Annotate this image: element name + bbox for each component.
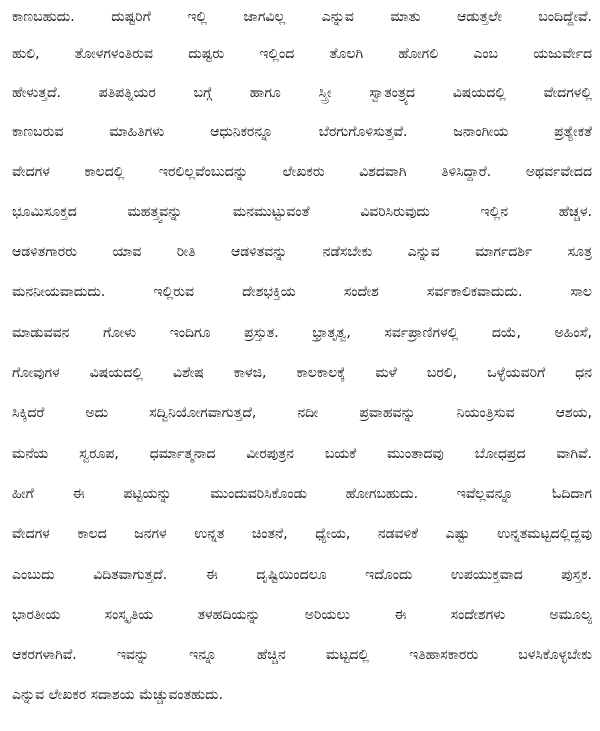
text-line: ಮಾಡುವವನ ಗೋಳು ಇಂದಿಗೂ ಪ್ರಸ್ತುತ. ಭ್ರಾತೃತ್ವ, ಸರ್ವಪ್ರಾಣಿಗಳಲ್ಲಿ ದಯೆ, ಅಹಿಂಸೆ, xyxy=(12,325,592,341)
text-line: ಕಾಣಬಹುದು. ದುಷ್ಟರಿಗೆ ಇಲ್ಲಿ ಜಾಗವಿಲ್ಲ ಎನ್ನುವ ಮಾತು ಆಡುತ್ತಲೇ ಬಂದಿದ್ದೇವೆ. xyxy=(12,9,592,25)
text-line: ಮನನೀಯವಾದುದು. ಇಲ್ಲಿರುವ ದೇಶಭಕ್ತಿಯ ಸಂದೇಶ ಸರ್ವಕಾಲಿಕವಾದುದು. ಸಾಲ xyxy=(12,284,592,300)
text-line: ಆಕರಗಳಾಗಿವೆ. ಇವನ್ನು ಇನ್ನೂ ಹೆಚ್ಚಿನ ಮಟ್ಟದಲ್ಲಿ ಇತಿಹಾಸಕಾರರು ಬಳಸಿಕೊಳ್ಳಬೇಕು xyxy=(12,647,592,663)
text-line: ಎನ್ನುವ ಲೇಖಕರ ಸದಾಶಯ ಮೆಚ್ಚುವಂತಹುದು. xyxy=(12,687,224,703)
text-line: ಭಾರತೀಯ ಸಂಸ್ಕೃತಿಯ ತಳಹದಿಯನ್ನು ಅರಿಯಲು ಈ ಸಂದೇಶಗಳು ಅಮೂಲ್ಯ xyxy=(12,607,592,623)
text-line: ವೇದಗಳ ಕಾಲದಲ್ಲಿ ಇರಲಿಲ್ಲವೆಂಬುದನ್ನು ಲೇಖಕರು ವಿಶದವಾಗಿ ತಿಳಿಸಿದ್ದಾರೆ. ಅಥರ್ವವೇದದ xyxy=(12,164,592,180)
text-line: ಹೇಳುತ್ತದೆ. ಪತಿಪತ್ನಿಯರ ಬಗ್ಗೆ ಹಾಗೂ ಸ್ತ್ರೀ ಸ್ವಾತಂತ್ರ್ಯದ ವಿಷಯದಲ್ಲಿ ವೇದಗಳಲ್ಲಿ xyxy=(12,85,592,101)
text-line: ಗೋವುಗಳ ವಿಷಯದಲ್ಲಿ ವಿಶೇಷ ಕಾಳಜಿ, ಕಾಲಕಾಲಕ್ಕೆ ಮಳೆ ಬರಲಿ, ಒಳ್ಳೆಯವರಿಗೆ ಧನ xyxy=(12,365,592,381)
text-line: ಭೂಮಿಸೂಕ್ತದ ಮಹತ್ತ್ವವನ್ನು ಮನಮುಟ್ಟುವಂತೆ ವಿವರಿಸಿರುವುದು ಇಲ್ಲಿನ ಹೆಚ್ಚಳ. xyxy=(12,204,592,220)
text-line: ಕಾಣಬರುವ ಮಾಹಿತಿಗಳು ಆಧುನಿಕರನ್ನೂ ಬೆರಗುಗೊಳಿಸುತ್ತವೆ. ಜನಾಂಗೀಯ ಪ್ರತ್ಯೇಕತೆ xyxy=(12,124,592,140)
text-line: ಹುಲಿ, ತೋಳಗಳಂತಿರುವ ದುಷ್ಟರು ಇಲ್ಲಿಂದ ತೊಲಗಿ ಹೋಗಲಿ ಎಂಬ ಯಜುರ್ವೇದ xyxy=(12,46,592,62)
text-line: ಹೀಗೆ ಈ ಪಟ್ಟಿಯನ್ನು ಮುಂದುವರಿಸಿಕೊಂಡು ಹೋಗಬಹುದು. ಇವೆಲ್ಲವನ್ನೂ ಓದಿದಾಗ xyxy=(12,486,592,502)
text-line: ಆಡಳಿತಗಾರರು ಯಾವ ರೀತಿ ಆಡಳಿತವನ್ನು ನಡೆಸಬೇಕು ಎನ್ನುವ ಮಾರ್ಗದರ್ಶಿ ಸೂತ್ರ xyxy=(12,244,592,260)
text-line: ಮನೆಯ ಸ್ವರೂಪ, ಧರ್ಮಾತ್ಮನಾದ ವೀರಪುತ್ರನ ಬಯಕೆ ಮುಂತಾದವು ಬೋಧಪ್ರದ ವಾಗಿವೆ. xyxy=(12,446,592,462)
text-line: ಎಂಬುದು ವಿದಿತವಾಗುತ್ತದೆ. ಈ ದೃಷ್ಟಿಯಿಂದಲೂ ಇದೊಂದು ಉಪಯುಕ್ತವಾದ ಪುಸ್ತಕ. xyxy=(12,567,592,583)
text-line: ಸಿಕ್ಕಿದರೆ ಅದು ಸದ್ವಿನಿಯೋಗವಾಗುತ್ತದೆ, ನದೀ ಪ್ರವಾಹವನ್ನು ನಿಯಂತ್ರಿಸುವ ಆಶಯ, xyxy=(12,405,592,421)
text-line: ವೇದಗಳ ಕಾಲದ ಜನಗಳ ಉನ್ನತ ಚಿಂತನೆ, ಧ್ಯೇಯ, ನಡವಳಿಕೆ ಎಷ್ಟು ಉನ್ನತಮಟ್ಟದಲ್ಲಿದ್ದವು xyxy=(12,526,592,542)
